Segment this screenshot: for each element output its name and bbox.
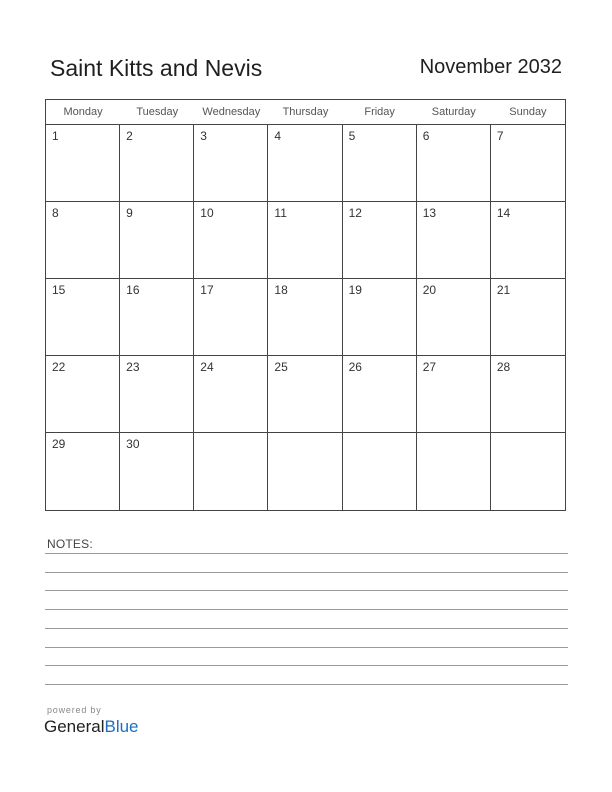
calendar-title: Saint Kitts and Nevis	[50, 55, 263, 81]
weekday-friday: Friday	[364, 106, 395, 118]
note-line	[45, 647, 568, 648]
day-number: 5	[348, 129, 356, 143]
day-number: 15	[52, 283, 66, 297]
day-cell	[417, 356, 491, 433]
day-number: 18	[274, 283, 288, 297]
day-cell	[194, 433, 268, 510]
weekday-thursday: Thursday	[282, 106, 329, 118]
day-cell	[120, 125, 194, 202]
day-number: 10	[200, 206, 214, 220]
day-cell	[194, 279, 268, 356]
note-line	[45, 590, 568, 591]
day-number: 14	[496, 206, 511, 220]
day-number: 16	[126, 283, 140, 297]
generalblue-logo[interactable]	[44, 717, 139, 737]
day-cell	[46, 433, 120, 510]
day-number: 12	[348, 206, 362, 220]
day-number: 27	[422, 360, 437, 374]
day-cell	[194, 202, 268, 279]
day-cell	[46, 356, 120, 433]
day-cell	[491, 202, 565, 279]
weekday-monday: Monday	[63, 106, 103, 118]
day-cell	[120, 356, 194, 433]
day-cell	[343, 279, 417, 356]
day-cell	[343, 202, 417, 279]
day-cell	[343, 433, 417, 510]
day-cell	[46, 279, 120, 356]
brand-blue: Blue	[104, 717, 139, 736]
day-number: 7	[496, 129, 504, 143]
day-cell	[120, 202, 194, 279]
day-number: 28	[496, 360, 511, 374]
note-line	[45, 628, 568, 629]
day-cell	[417, 433, 491, 510]
note-line	[45, 553, 568, 554]
day-grid	[46, 125, 565, 510]
powered-by-text: powered by	[47, 705, 102, 715]
day-cell	[268, 202, 342, 279]
day-number: 26	[348, 360, 362, 374]
day-cell	[491, 279, 565, 356]
day-cell	[343, 356, 417, 433]
day-cell	[268, 433, 342, 510]
day-number: 11	[274, 206, 287, 220]
weekday-sunday: Sunday	[509, 106, 547, 118]
day-cell	[417, 279, 491, 356]
day-cell	[194, 356, 268, 433]
notes-label: NOTES:	[47, 537, 93, 551]
day-cell	[491, 356, 565, 433]
brand-general: General	[44, 717, 105, 736]
calendar-grid	[45, 99, 566, 511]
day-cell	[46, 125, 120, 202]
day-number: 22	[52, 360, 66, 374]
day-number: 29	[52, 437, 66, 451]
day-cell	[194, 125, 268, 202]
day-number: 13	[422, 206, 437, 220]
note-line	[45, 684, 568, 685]
day-cell	[120, 433, 194, 510]
day-cell	[491, 125, 565, 202]
day-number: 21	[496, 283, 511, 297]
note-line	[45, 665, 568, 666]
day-cell	[268, 279, 342, 356]
day-cell	[268, 125, 342, 202]
weekday-wednesday: Wednesday	[202, 106, 261, 118]
day-number: 24	[200, 360, 214, 374]
day-number: 1	[52, 129, 59, 143]
day-number: 8	[52, 206, 59, 220]
day-number: 4	[274, 129, 282, 143]
day-number: 9	[126, 206, 133, 220]
day-cell	[491, 433, 565, 510]
day-number: 20	[422, 283, 437, 297]
note-line	[45, 609, 568, 610]
day-cell	[120, 279, 194, 356]
day-cell	[417, 202, 491, 279]
day-cell	[343, 125, 417, 202]
day-number: 30	[126, 437, 140, 451]
note-line	[45, 572, 568, 573]
day-number: 25	[274, 360, 288, 374]
day-number: 19	[348, 283, 362, 297]
day-cell	[417, 125, 491, 202]
day-number: 23	[126, 360, 140, 374]
weekday-saturday: Saturday	[431, 106, 476, 118]
day-number: 6	[422, 129, 430, 143]
day-number: 17	[200, 283, 214, 297]
day-cell	[46, 202, 120, 279]
day-cell	[268, 356, 342, 433]
weekday-header-row	[46, 100, 565, 125]
weekday-tuesday: Tuesday	[136, 106, 179, 118]
day-number: 3	[200, 129, 207, 143]
day-number: 2	[126, 129, 133, 143]
calendar-month: November 2032	[419, 56, 562, 78]
